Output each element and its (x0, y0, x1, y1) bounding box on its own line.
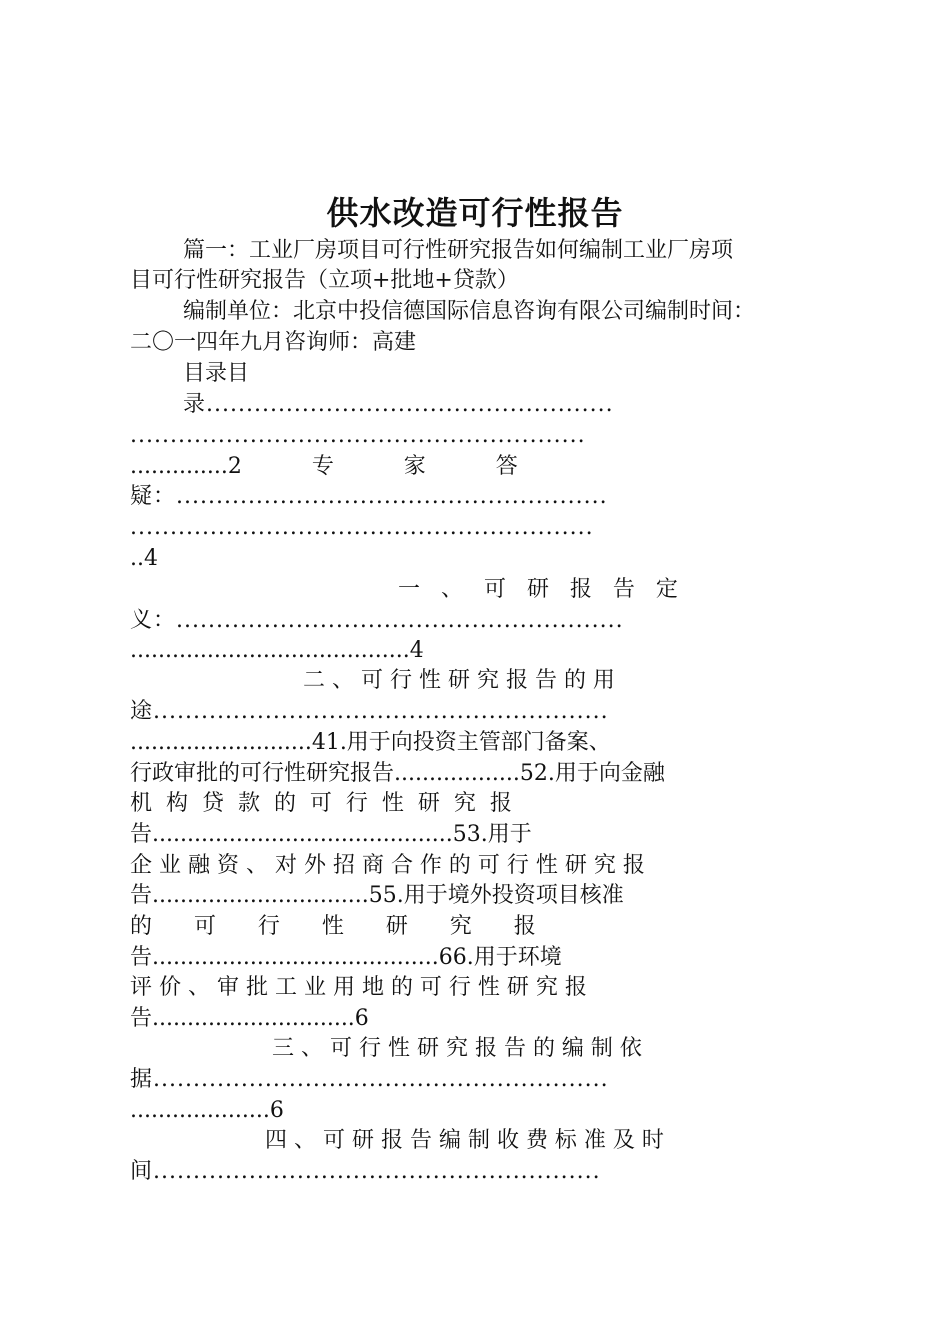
toc-line: 间........................................................ (130, 1159, 601, 1184)
toc-line: 据......................................................... (130, 1067, 609, 1092)
toc-heading: 目录目 (183, 361, 250, 386)
toc-line: ......................................................... (130, 423, 586, 448)
toc-line: 二 、 可 行 性 研 究 报 告 的 用 (303, 668, 615, 693)
toc-line: ..............2 专 家 答 (130, 454, 518, 479)
body-line: 目可行性研究报告（立项+批地+贷款） (130, 268, 519, 293)
toc-line: 告...........................................53.用于 (130, 822, 532, 847)
body-line: 篇一：工业厂房项目可行性研究报告如何编制工业厂房项 (183, 238, 734, 263)
toc-line: 录................................................... (183, 392, 614, 417)
body-line: 二〇一四年九月咨询师：高建 (130, 330, 417, 355)
toc-line: 疑：...................................................... (130, 484, 608, 509)
toc-line: 企 业 融 资 、 对 外 招 商 合 作 的 可 行 性 研 究 报 (130, 853, 645, 878)
toc-line: .......................................................... (130, 515, 594, 540)
toc-line: 行政审批的可行性研究报告..................52.用于向金融 (130, 761, 665, 786)
toc-line: ....................6 (130, 1098, 284, 1123)
body-line: 编制单位：北京中投信德国际信息咨询有限公司编制时间： (183, 299, 756, 324)
document-title: 供水改造可行性报告 (326, 194, 624, 232)
toc-line: ........................................4 (130, 638, 424, 663)
toc-line: 一 、 可 研 报 告 定 (398, 577, 678, 602)
toc-line: 义：........................................................ (130, 608, 624, 633)
toc-line: 告.........................................66.用于环境 (130, 945, 562, 970)
toc-line: 告...............................55.用于境外投资项目核准 (130, 883, 624, 908)
toc-line: ..........................41.用于向投资主管部门备案、 (130, 730, 611, 755)
toc-line: 告.............................6 (130, 1006, 369, 1031)
toc-line: 途......................................................... (130, 699, 609, 724)
toc-line: 四 、 可 研 报 告 编 制 收 费 标 准 及 时 (265, 1128, 664, 1153)
toc-line: 评 价 、 审 批 工 业 用 地 的 可 行 性 研 究 报 (130, 975, 587, 1000)
toc-line: 机 构 贷 款 的 可 行 性 研 究 报 (130, 791, 512, 816)
toc-line: ..4 (130, 546, 158, 571)
toc-line: 的 可 行 性 研 究 报 (130, 914, 536, 939)
toc-line: 三 、 可 行 性 研 究 报 告 的 编 制 依 (272, 1036, 642, 1061)
